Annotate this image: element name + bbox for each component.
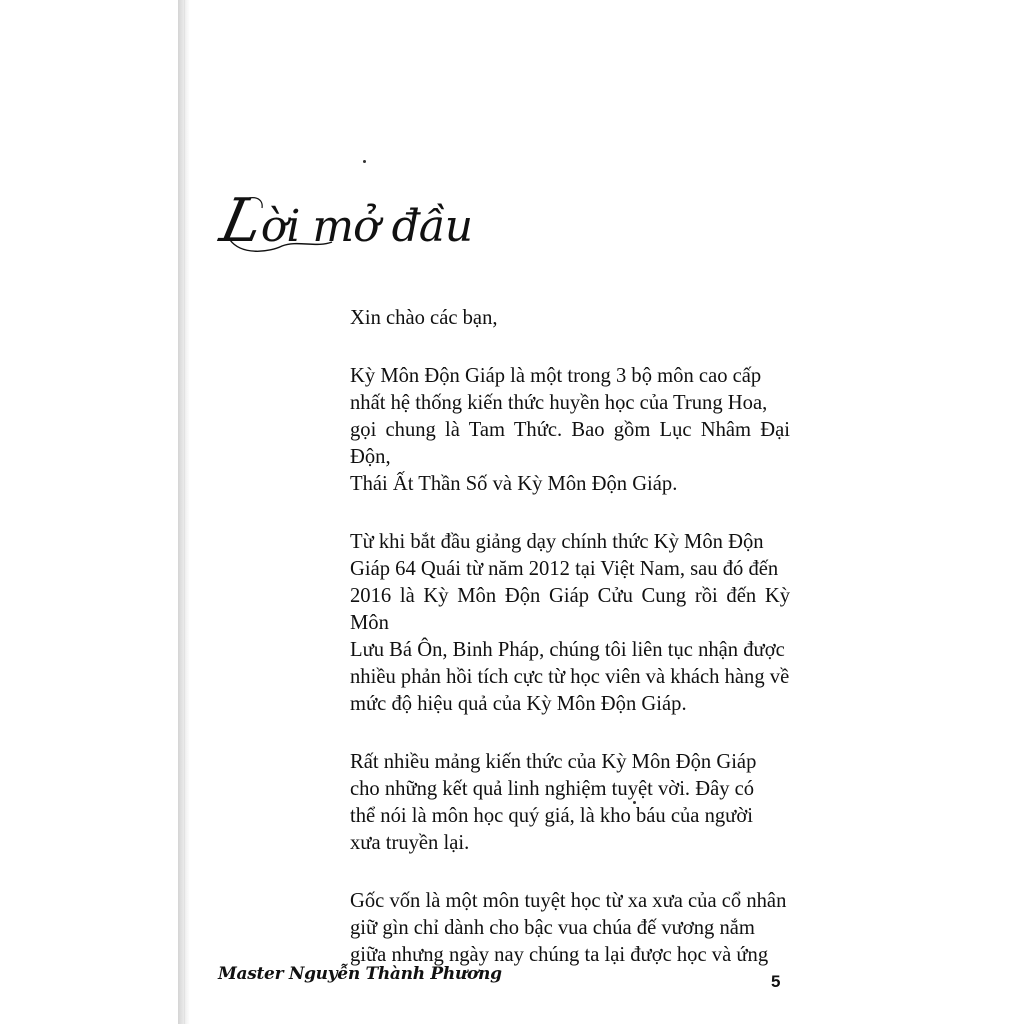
body-paragraph <box>350 363 790 498</box>
text-line: nhiều phản hồi tích cực từ học viên và khách hàng về <box>350 666 790 688</box>
ink-speck <box>363 160 366 163</box>
body-paragraph <box>350 888 790 969</box>
title-initial: L <box>214 186 269 256</box>
text-line: Gốc vốn là một môn tuyệt học từ xa xưa của cổ nhân <box>350 890 787 912</box>
footer-author: Master Nguyễn Thành Phương <box>218 964 502 984</box>
text-line: Giáp 64 Quái từ năm 2012 tại Việt Nam, sau đó đến <box>350 558 779 580</box>
text-line: mức độ hiệu quả của Kỳ Môn Độn Giáp. <box>350 693 687 715</box>
body-paragraph <box>350 305 790 332</box>
page-edge <box>184 0 185 1024</box>
text-line: xưa truyền lại. <box>350 832 470 854</box>
chapter-title <box>214 186 473 256</box>
text-line: Lưu Bá Ôn, Binh Pháp, chúng tôi liên tục nhận được <box>350 639 785 661</box>
text-line: giữ gìn chỉ dành cho bậc vua chúa đế vương nắm <box>350 917 755 939</box>
text-line: 2016 là Kỳ Môn Độn Giáp Cửu Cung rồi đến Kỳ Môn <box>350 585 790 634</box>
body-paragraph <box>350 529 790 718</box>
text-line: cho những kết quả linh nghiệm tuyệt vời. Đây có <box>350 778 755 800</box>
text-line: giữa nhưng ngày nay chúng ta lại được học và ứng <box>350 944 769 966</box>
text-line: gọi chung là Tam Thức. Bao gồm Lục Nhâm Đại Độn, <box>350 419 790 468</box>
body-text <box>350 305 790 1000</box>
text-line: nhất hệ thống kiến thức huyền học của Trung Hoa, <box>350 392 768 414</box>
text-line: Từ khi bắt đầu giảng dạy chính thức Kỳ Môn Độn <box>350 531 764 553</box>
text-line: thể nói là môn học quý giá, là kho báu của người <box>350 805 753 827</box>
text-line: Xin chào các bạn, <box>350 307 498 329</box>
page-number: 5 <box>771 972 781 991</box>
title-rest: ời mở đầu <box>260 201 473 252</box>
text-line: Rất nhiều mảng kiến thức của Kỳ Môn Độn Giáp <box>350 751 757 773</box>
text-line: Kỳ Môn Độn Giáp là một trong 3 bộ môn cao cấp <box>350 365 762 387</box>
body-paragraph <box>350 749 790 857</box>
text-line: Thái Ất Thần Số và Kỳ Môn Độn Giáp. <box>350 473 678 495</box>
